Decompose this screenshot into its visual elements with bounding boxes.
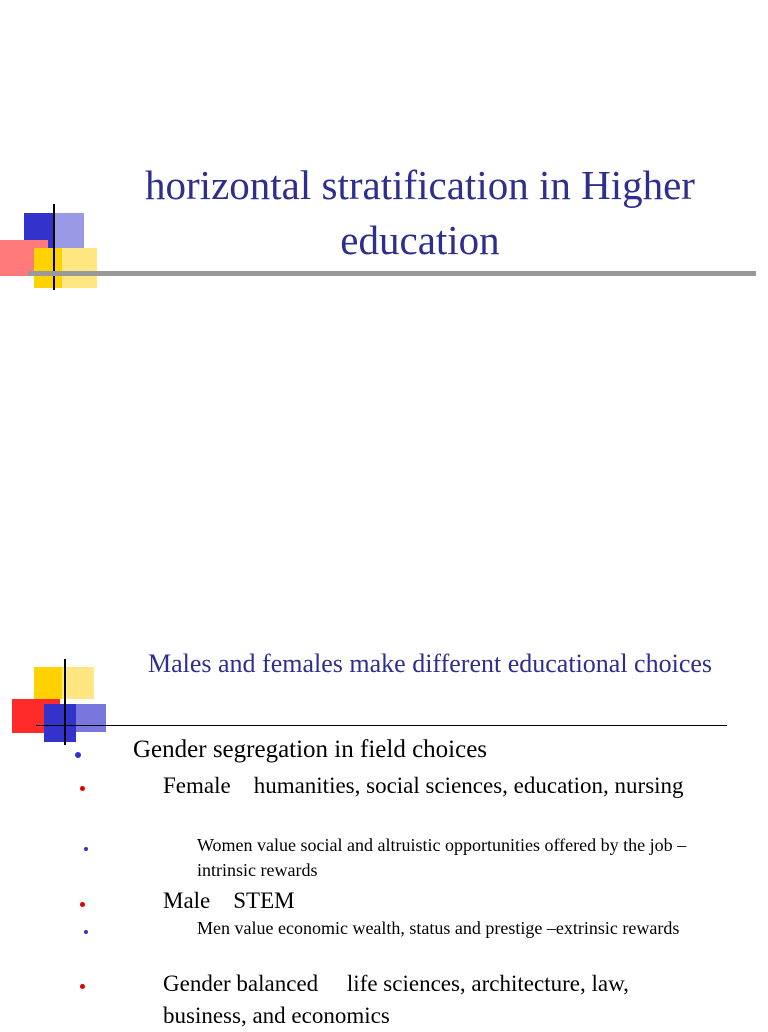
deco-square-light-blue [54,213,84,248]
slide-2-title: Males and females make different educational choices [147,649,713,678]
bullet-dot [84,930,88,934]
title-underline [36,725,727,726]
bullet-text: Gender segregation in field choices [133,736,488,763]
bullet-text: Gender balanced life sciences, architecture, law, business, and economics [163,971,635,1028]
deco-vertical-line [53,204,55,290]
deco-square-blue [44,704,76,742]
bullet-text: Male STEM [163,888,295,913]
deco-square-yellow [34,667,64,699]
title-underline [28,271,756,276]
deco-square-yellow [34,248,64,288]
bullet-dot [75,752,81,758]
slide-1-title: horizontal stratification in Higher education [145,162,695,263]
deco-vertical-line [64,659,66,745]
bullet-dot [80,902,85,907]
bullet-dot [84,847,88,851]
bullet-text: Men value economic wealth, status and prestige –extrinsic rewards [197,918,680,938]
bullet-text: Women value social and altruistic opportunities offered by the job –intrinsic rewards [197,835,687,880]
bullet-dot [80,786,85,791]
bullet-dot [80,984,85,989]
bullet-text: Female humanities, social sciences, education, nursing [163,773,684,798]
deco-square-light-yellow [62,667,94,699]
slide-2 [0,600,768,1028]
